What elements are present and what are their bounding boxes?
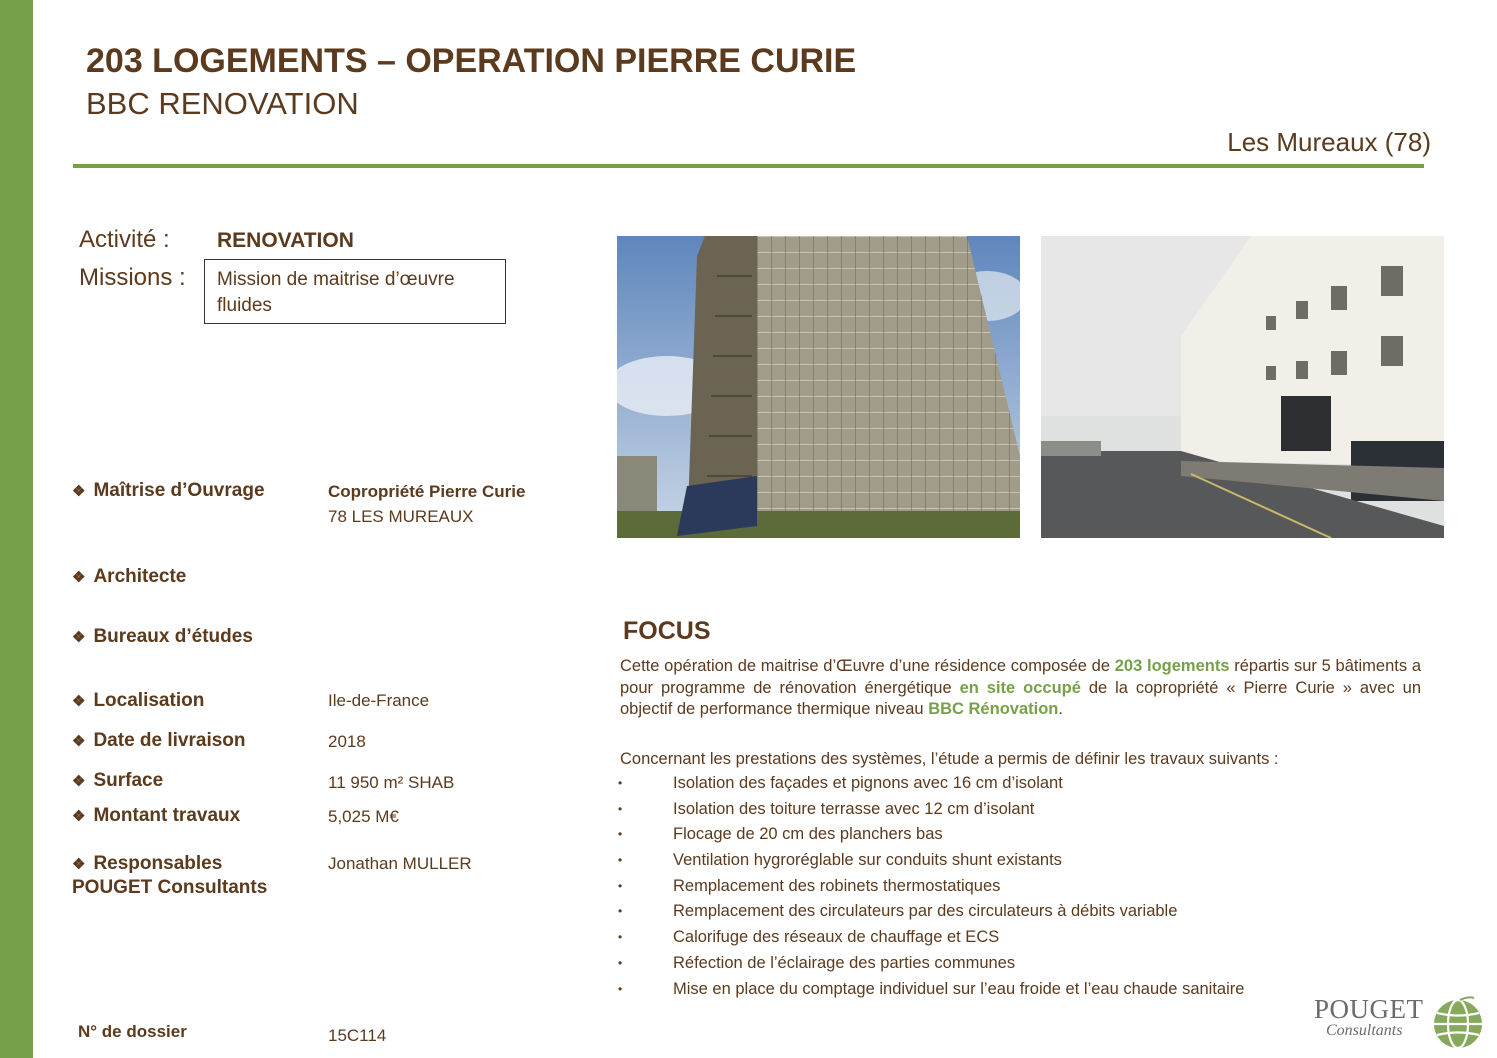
focus-title: FOCUS	[623, 617, 711, 645]
diamond-bullet-icon: ❖	[72, 808, 86, 825]
left-accent-bar	[0, 0, 33, 1058]
diamond-bullet-icon: ❖	[72, 569, 86, 586]
info-label-localisation: ❖ Localisation	[72, 690, 205, 711]
info-value-line: Copropriété Pierre Curie	[328, 482, 526, 501]
bullet-icon: •	[618, 853, 623, 868]
focus-paragraph: Cette opération de maitrise d’Œuvre d’une résidence composée de 203 logements répartis sur 5 bâtiments a pour programme de rénovation énergétique en site occupé de la copropriété « Pierre Curie » avec un objectif de performance thermique niveau BBC Rénovation.	[620, 657, 1421, 718]
missions-box: Mission de maitrise d’œuvre fluides	[204, 259, 506, 324]
info-value-localisation: Ile-de-France	[328, 691, 430, 710]
info-value-responsables: Jonathan MULLER	[328, 854, 472, 873]
info-label-responsables: ❖ Responsables POUGET Consultants	[72, 853, 268, 898]
info-label-surface: ❖ Surface	[72, 770, 164, 791]
activity-value: RENOVATION	[217, 229, 354, 252]
works-intro: Concernant les prestations des systèmes, l’étude a permis de définir les travaux suivants :	[620, 750, 1279, 768]
info-value-surface: 11 950 m² SHAB	[328, 773, 455, 792]
logo-subtitle: Consultants	[1326, 1022, 1403, 1039]
missions-label: Missions :	[79, 264, 186, 291]
info-label-architecte: ❖ Architecte	[72, 566, 187, 587]
bullet-icon: •	[618, 878, 623, 893]
diamond-bullet-icon: ❖	[72, 773, 86, 790]
info-value-date-livraison: 2018	[328, 732, 366, 751]
bullet-icon: •	[618, 904, 623, 919]
diamond-bullet-icon: ❖	[72, 856, 86, 873]
photo-scaffolded-tower	[617, 236, 1020, 538]
diamond-bullet-icon: ❖	[72, 733, 86, 750]
info-label-bureaux-etudes: ❖ Bureaux d’études	[72, 626, 253, 647]
logo-name: POUGET	[1314, 994, 1424, 1024]
header-divider	[73, 164, 1424, 168]
bullet-icon: •	[618, 776, 623, 790]
activity-label: Activité :	[79, 226, 170, 253]
photo-renovated-building	[1041, 236, 1444, 538]
bullet-icon: •	[618, 930, 623, 945]
bullet-icon: •	[618, 801, 623, 816]
pouget-logo	[1312, 992, 1487, 1052]
info-value-line: 78 LES MUREAUX	[328, 507, 474, 526]
info-value-maitrise-ouvrage	[328, 479, 525, 529]
bullet-icon: •	[618, 955, 623, 970]
info-label-maitrise-ouvrage: ❖ Maîtrise d’Ouvrage	[72, 480, 265, 501]
info-label-date-livraison: ❖ Date de livraison	[72, 730, 246, 751]
bullet-icon: •	[618, 827, 623, 842]
info-label-montant-travaux: ❖ Montant travaux	[72, 805, 241, 826]
bullet-icon: •	[618, 981, 623, 996]
globe-icon	[1430, 994, 1486, 1050]
diamond-bullet-icon: ❖	[72, 483, 86, 500]
dossier-value: 15C114	[328, 1026, 387, 1045]
dossier-label: N° de dossier	[78, 1022, 187, 1041]
diamond-bullet-icon: ❖	[72, 629, 86, 646]
location-heading: Les Mureaux (78)	[1227, 127, 1431, 157]
page-title: 203 LOGEMENTS – OPERATION PIERRE CURIE	[86, 42, 857, 80]
diamond-bullet-icon: ❖	[72, 693, 86, 710]
page-subtitle: BBC RENOVATION	[86, 86, 359, 121]
info-value-montant-travaux: 5,025 M€	[328, 807, 399, 826]
